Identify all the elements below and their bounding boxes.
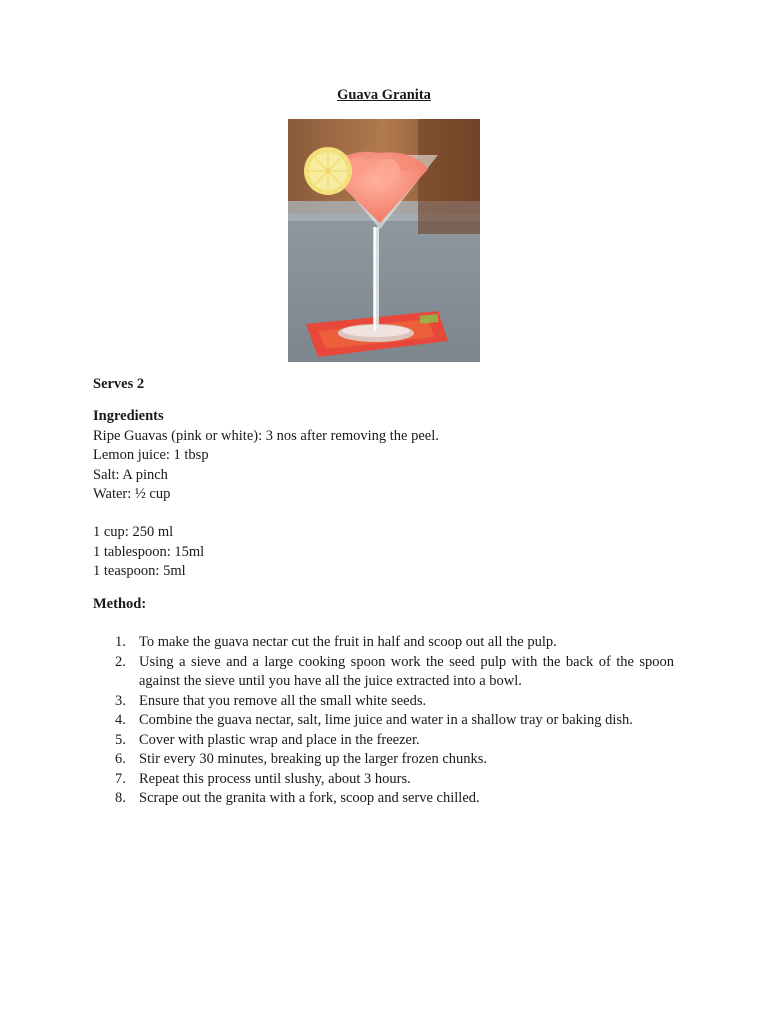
- granita-cocktail-glass-photo-icon: [288, 119, 480, 362]
- step-number: 3.: [115, 692, 126, 709]
- step-number: 8.: [115, 790, 126, 806]
- step-text: Using a sieve and a large cooking spoon work the seed pulp with the back of the spoon against the sieve until you have all the juice extracted into a bowl.: [139, 653, 674, 689]
- ingredient-item: Lemon juice: 1 tbsp: [93, 447, 209, 463]
- step-text: Ensure that you remove all the small white seeds.: [139, 692, 427, 709]
- step-number: 5.: [115, 731, 126, 748]
- method-heading: Method:: [93, 596, 147, 612]
- step-text: To make the guava nectar cut the fruit in half and scoop out all the pulp.: [139, 634, 557, 650]
- ingredient-item: Water: ½ cup: [93, 486, 171, 502]
- step-number: 2.: [115, 653, 126, 670]
- method-step: [93, 770, 674, 790]
- conversion-list: [93, 523, 204, 582]
- method-step: [93, 633, 674, 653]
- ingredient-item: Salt: A pinch: [93, 466, 168, 483]
- step-number: 6.: [115, 751, 126, 767]
- step-text: Stir every 30 minutes, breaking up the larger frozen chunks.: [139, 751, 488, 767]
- recipe-title: Guava Granita: [337, 87, 431, 103]
- method-step: [93, 692, 674, 712]
- method-step: [93, 731, 674, 751]
- granita-photo: [288, 119, 480, 362]
- step-number: 7.: [115, 770, 126, 787]
- ingredient-item: Ripe Guavas (pink or white): 3 nos after removing the peel.: [93, 427, 439, 444]
- step-number: 1.: [115, 634, 126, 650]
- conversion-item: 1 cup: 250 ml: [93, 524, 174, 540]
- method-step: [93, 711, 674, 731]
- method-steps: [93, 633, 674, 809]
- ingredients-heading: Ingredients: [93, 408, 164, 424]
- conversion-item: 1 tablespoon: 15ml: [93, 543, 205, 560]
- step-number: 4.: [115, 712, 126, 728]
- step-text: Combine the guava nectar, salt, lime juice and water in a shallow tray or baking dish.: [139, 712, 633, 728]
- serves-line: Serves 2: [93, 376, 145, 392]
- method-step: [93, 653, 674, 692]
- ingredients-section: [93, 407, 439, 505]
- step-text: Scrape out the granita with a fork, scoop and serve chilled.: [139, 790, 480, 806]
- step-text: Repeat this process until slushy, about 3 hours.: [139, 770, 411, 787]
- method-step: [93, 750, 674, 770]
- conversion-item: 1 teaspoon: 5ml: [93, 563, 186, 579]
- method-step: [93, 789, 674, 809]
- step-text: Cover with plastic wrap and place in the freezer.: [139, 731, 420, 748]
